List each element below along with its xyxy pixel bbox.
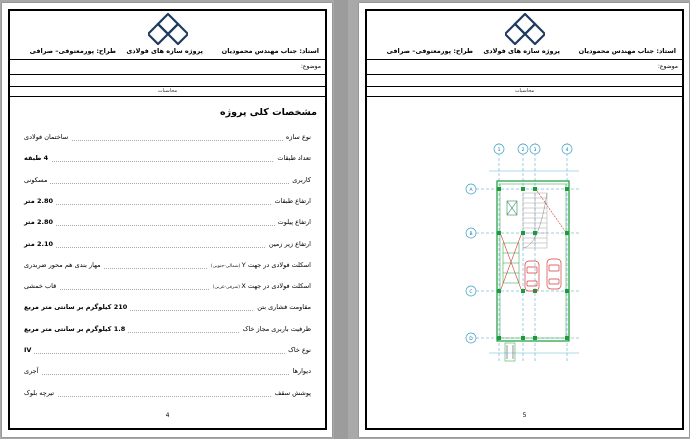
header-divider: [367, 59, 682, 60]
section-label: محاسبات: [157, 88, 178, 94]
spec-value: قاب خمشی: [24, 282, 59, 290]
section-bottom-line: [367, 96, 682, 97]
section-top-line: [367, 86, 682, 87]
spec-label: ظرفیت باربری مجاز خاک: [240, 325, 311, 333]
spec-note: (شرقی-غربی): [212, 285, 242, 291]
page-frame: [8, 9, 327, 430]
spec-label: دیوارها: [290, 367, 311, 375]
spec-row: [18, 303, 317, 315]
spec-row: [18, 154, 317, 166]
leader-dots: [28, 183, 307, 184]
document-page-left: [2, 3, 332, 437]
designer-names: طراح: پورمعتوفی– صرافی: [29, 47, 116, 55]
page-gap: [334, 0, 348, 439]
grid-label: 1: [497, 148, 501, 153]
floor-plan-drawing: [459, 131, 589, 371]
spec-value: آجری: [24, 367, 42, 375]
page-frame: [365, 9, 684, 430]
spec-row: [18, 346, 317, 358]
spec-value: 1.8 کیلوگرم بر سانتی متر مربع: [24, 325, 128, 333]
project-title: پروژه سازه های فولادی: [126, 47, 203, 55]
subject-divider: [10, 74, 325, 75]
spec-label: اسکلت فولادی در جهت Y (شمالی-جنوبی): [208, 261, 311, 269]
leader-dots: [28, 204, 307, 205]
grid-label: B: [469, 232, 473, 237]
spec-label: ارتفاع پیلوت: [275, 218, 311, 226]
subject-label: موضوع:: [300, 63, 321, 70]
spec-value: مهار بندی هم محور ضربدری: [24, 261, 104, 269]
parking-cars: [525, 259, 561, 291]
spec-row: [18, 261, 317, 273]
grid-label: A: [469, 188, 473, 193]
spec-label: مقاومت فشاری بتن: [254, 303, 311, 311]
section-top-line: [10, 86, 325, 87]
spec-row: [18, 197, 317, 209]
spec-value: ساختمان فولادی: [24, 133, 71, 141]
spec-value: 2.80 متر: [24, 197, 56, 205]
instructor-name: استاد: جناب مهندس محمودیان: [578, 47, 676, 55]
leader-dots: [28, 161, 307, 162]
page-title: مشخصات کلی پروژه: [220, 107, 317, 118]
grid-label: 2: [521, 148, 525, 153]
project-title: پروژه سازه های فولادی: [483, 47, 560, 55]
spec-row: [18, 389, 317, 401]
spec-row: [18, 240, 317, 252]
page-number: 4: [165, 412, 170, 419]
spec-label: پوشش سقف: [272, 389, 311, 397]
spec-label: تعداد طبقات: [274, 154, 311, 162]
company-logo: [148, 13, 188, 45]
section-label: محاسبات: [514, 88, 535, 94]
spec-row: [18, 367, 317, 379]
leader-dots: [28, 225, 307, 226]
section-bottom-line: [10, 96, 325, 97]
spec-row: [18, 133, 317, 145]
spec-label: کاربری: [289, 176, 311, 184]
spec-label: نوع خاک: [285, 346, 311, 354]
spec-label: اسکلت فولادی در جهت X (شرقی-غربی): [210, 282, 311, 290]
company-logo: [505, 13, 545, 45]
spec-note: (شمالی-جنوبی): [210, 263, 242, 269]
instructor-name: استاد: جناب مهندس محمودیان: [221, 47, 319, 55]
spec-row: [18, 282, 317, 294]
grid-label: D: [469, 337, 473, 342]
page-number: 5: [522, 412, 527, 419]
spec-row: [18, 325, 317, 337]
spec-value: 4 طبقه: [24, 154, 51, 162]
header-row: [371, 46, 678, 59]
designer-names: طراح: پورمعتوفی– صرافی: [386, 47, 473, 55]
header-divider: [10, 59, 325, 60]
spec-label: ارتفاع طبقات: [272, 197, 312, 205]
spec-value: 210 کیلوگرم بر سانتی متر مربع: [24, 303, 130, 311]
leader-dots: [28, 353, 307, 354]
subject-label: موضوع:: [657, 63, 678, 70]
leader-dots: [28, 396, 307, 397]
spec-value: 2.10 متر: [24, 240, 56, 248]
leader-dots: [28, 374, 307, 375]
grid-label: C: [469, 290, 473, 295]
spec-value: مسکونی: [24, 176, 50, 184]
spec-row: [18, 176, 317, 188]
subject-divider: [367, 74, 682, 75]
spec-value: تیرچه بلوک: [24, 389, 57, 397]
header-row: [14, 46, 321, 59]
spec-label: ارتفاع زیر زمین: [266, 240, 311, 248]
grid-label: 4: [565, 148, 569, 153]
stair: [523, 193, 547, 248]
spec-label: نوع سازه: [283, 133, 311, 141]
spec-value: IV: [24, 346, 34, 354]
spec-row: [18, 218, 317, 230]
spec-value: 2.80 متر: [24, 218, 56, 226]
document-page-right: [359, 3, 689, 437]
grid-label: 3: [533, 148, 537, 153]
